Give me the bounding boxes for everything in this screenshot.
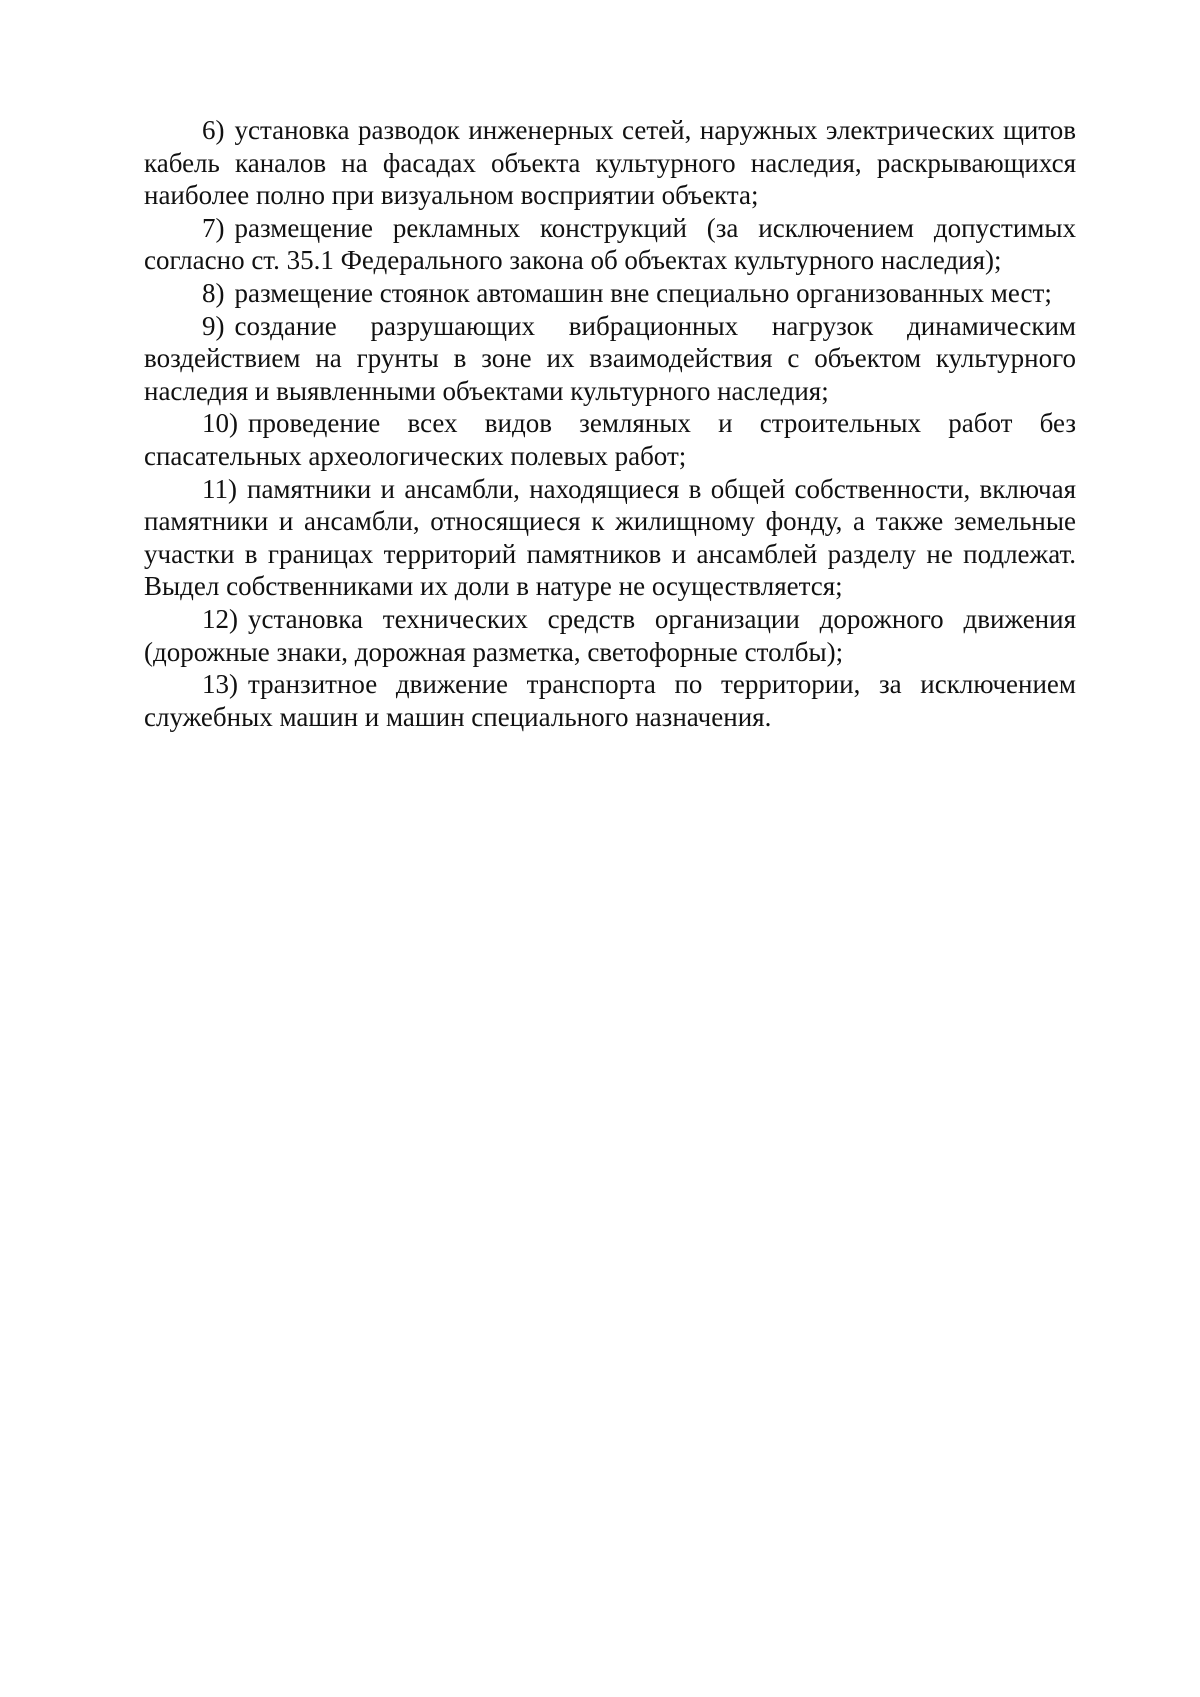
item-number: 12): [202, 603, 238, 634]
item-number: 8): [202, 277, 225, 308]
list-item: [144, 407, 1076, 472]
item-text: установка технических средств организации дорожного движения (дорожные знаки, дорожная разметка, светофорные столбы);: [144, 603, 1076, 667]
list-item: [144, 473, 1076, 603]
item-number: 6): [202, 115, 225, 145]
list-item: [144, 668, 1076, 733]
list-item: [144, 310, 1076, 408]
list-item: [144, 212, 1076, 277]
list-item: [144, 603, 1076, 668]
item-number: 9): [202, 310, 225, 341]
item-number: 13): [202, 669, 238, 700]
item-number: 10): [202, 408, 238, 439]
item-text: размещение стоянок автомашин вне специально организованных мест;: [234, 277, 1052, 308]
item-number: 11): [202, 473, 237, 504]
item-text: установка разводок инженерных сетей, наружных электрических щитов кабель каналов на фасадах объекта культурного наследия, раскрывающихся наиболее полно при визуальном восприятии объекта;: [144, 115, 1076, 211]
item-text: памятники и ансамбли, находящиеся в общей собственности, включая памятники и ансамбли, относящиеся к жилищному фонду, а также земельные участки в границах территорий памятников и ансамблей разделу не подлежат. Выдел собственниками их доли в натуре не осуществляется;: [144, 473, 1076, 602]
item-number: 7): [202, 212, 225, 243]
list-item: [144, 114, 1076, 212]
document-body: [144, 114, 1076, 733]
item-text: транзитное движение транспорта по территории, за исключением служебных машин и машин специального назначения.: [144, 669, 1076, 732]
item-text: размещение рекламных конструкций (за исключением допустимых согласно ст. 35.1 Федерального закона об объектах культурного наследия);: [144, 212, 1076, 276]
list-item: [144, 277, 1076, 310]
item-text: создание разрушающих вибрационных нагрузок динамическим воздействием на грунты в зоне их взаимодействия с объектом культурного наследия и выявленными объектами культурного наследия;: [144, 310, 1076, 406]
item-text: проведение всех видов земляных и строительных работ без спасательных археологических полевых работ;: [144, 408, 1076, 471]
